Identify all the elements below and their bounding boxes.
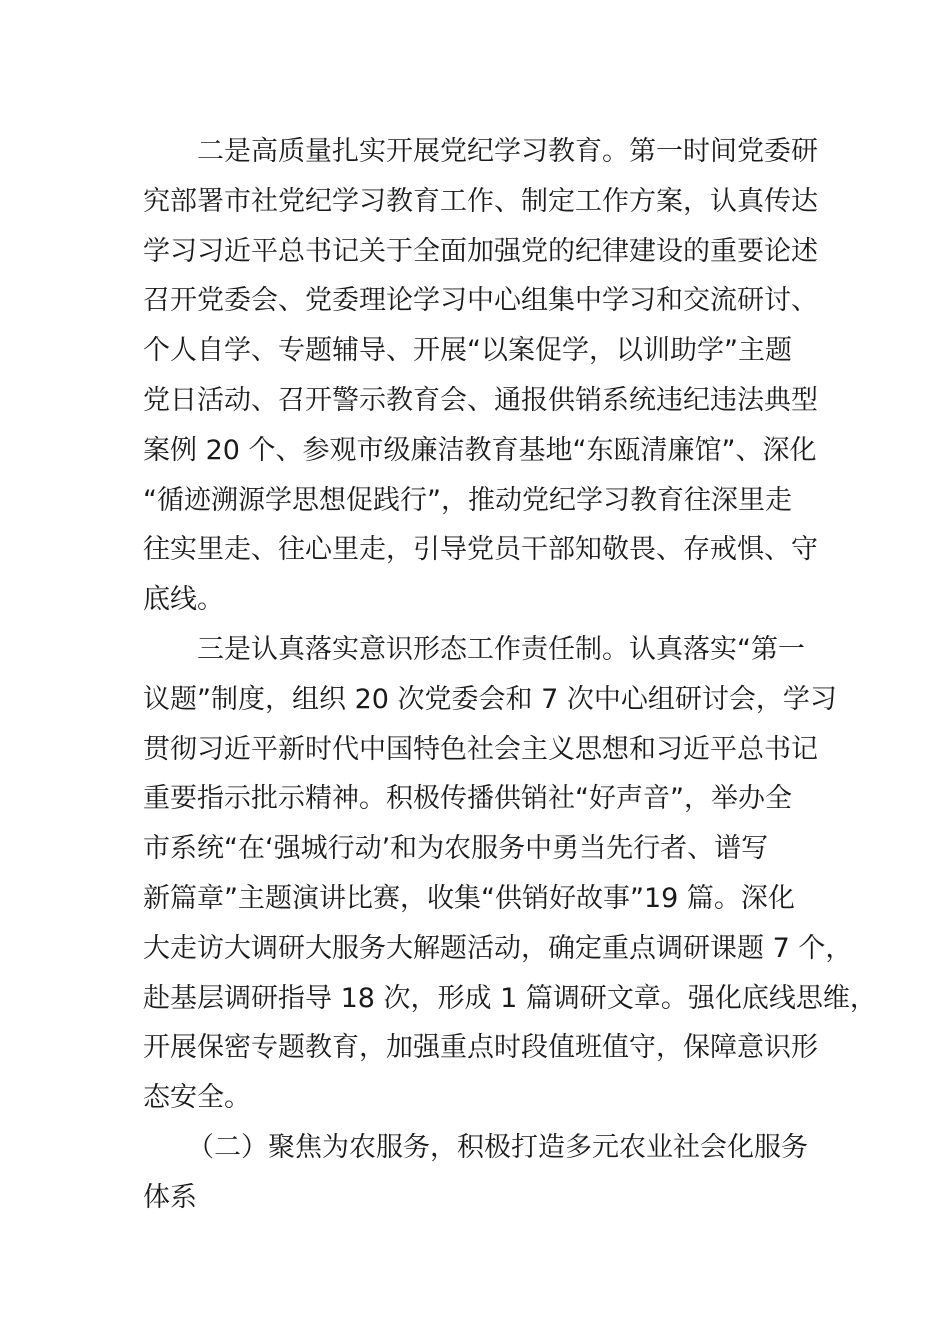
heading-line: （二）聚焦为农服务，积极打造多元农业社会化服务 <box>187 1131 808 1163</box>
text-line: 往实里走、往心里走，引导党员干部知敬畏、存戒惧、守 <box>143 534 818 566</box>
document-body <box>143 127 877 1223</box>
text-line: 党日活动、召开警示教育会、通报供销系统违纪违法典型 <box>143 384 818 416</box>
text-line: 大走访大调研大服务大解题活动，确定重点调研课题 7 个， <box>143 932 853 964</box>
text-line: 究部署市社党纪学习教育工作、制定工作方案，认真传达 <box>143 185 818 217</box>
text-line: 赴基层调研指导 18 次，形成 1 篇调研文章。强化底线思维， <box>143 982 877 1014</box>
text-line: 贯彻习近平新时代中国特色社会主义思想和习近平总书记 <box>143 733 818 765</box>
text-line: 议题”制度，组织 20 次党委会和 7 次中心组研讨会，学习 <box>143 683 837 715</box>
text-line: 开展保密专题教育，加强重点时段值班值守，保障意识形 <box>143 1032 818 1064</box>
heading-line: 体系 <box>143 1181 197 1213</box>
text-line: 底线。 <box>143 584 224 616</box>
text-line: 案例 20 个、参观市级廉洁教育基地“东瓯清廉馆”、深化 <box>143 434 817 466</box>
text-line: 学习习近平总书记关于全面加强党的纪律建设的重要论述 <box>143 235 818 267</box>
text-line: 市系统“在‘强城行动’和为农服务中勇当先行者、谱写 <box>143 833 769 865</box>
text-line: 二是高质量扎实开展党纪学习教育。第一时间党委研 <box>197 136 818 167</box>
text-line: 重要指示批示精神。积极传播供销社“好声音”，举办全 <box>143 783 792 815</box>
text-line: 三是认真落实意识形态工作责任制。认真落实“第一 <box>197 633 805 665</box>
text-line: 态安全。 <box>143 1082 251 1114</box>
text-line: 个人自学、专题辅导、开展“以案促学，以训助学”主题 <box>143 335 792 367</box>
paragraph-ideology-responsibility <box>143 625 877 1123</box>
text-line: 新篇章”主题演讲比赛，收集“供销好故事”19 篇。深化 <box>143 882 795 914</box>
text-line: “循迹溯源学思想促践行”，推动党纪学习教育往深里走 <box>143 484 792 516</box>
paragraph-party-discipline-education <box>143 127 818 625</box>
text-line: 召开党委会、党委理论学习中心组集中学习和交流研讨、 <box>143 285 818 317</box>
section-heading-agricultural-services <box>143 1123 808 1223</box>
